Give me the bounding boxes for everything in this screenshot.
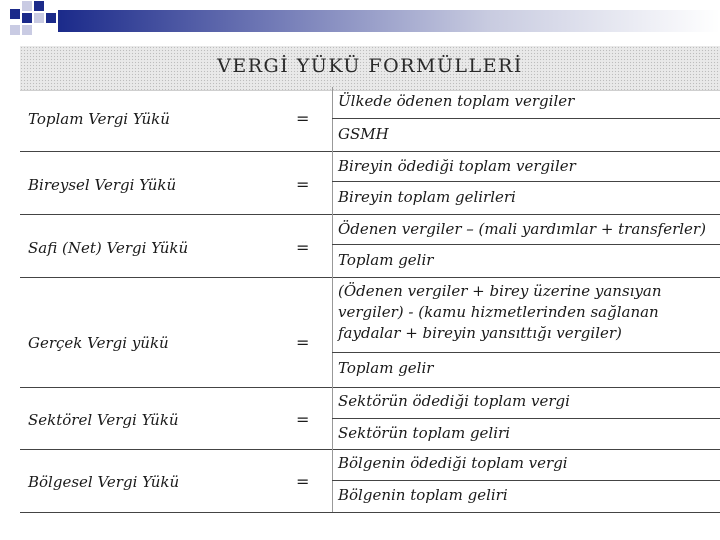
title-band xyxy=(20,46,720,91)
formula-row-regional xyxy=(20,449,720,512)
column-divider xyxy=(332,277,333,387)
formula-label: Bölgesel Vergi Yükü xyxy=(28,473,180,491)
formula-numerator: Bölgenin ödediği toplam vergi xyxy=(338,454,568,472)
formula-row-total xyxy=(20,87,720,151)
column-divider xyxy=(332,214,333,277)
formula-label: Sektörel Vergi Yükü xyxy=(28,411,179,429)
fraction-line xyxy=(332,118,720,119)
square-3 xyxy=(34,1,44,11)
formula-numerator: Sektörün ödediği toplam vergi xyxy=(338,392,570,410)
fraction-line xyxy=(332,480,720,481)
formula-label: Gerçek Vergi yükü xyxy=(28,334,169,352)
square-2 xyxy=(22,1,32,11)
formula-label: Toplam Vergi Yükü xyxy=(28,110,170,128)
formula-row-sectoral xyxy=(20,387,720,449)
equals-sign: = xyxy=(296,109,310,128)
formula-label: Safi (Net) Vergi Yükü xyxy=(28,239,189,257)
fraction-line xyxy=(332,352,720,353)
formula-numerator: Ödenen vergiler – (mali yardımlar + transferler) xyxy=(338,220,706,238)
equals-sign: = xyxy=(296,238,310,257)
formula-numerator: Ülkede ödenen toplam vergiler xyxy=(338,92,575,110)
column-divider xyxy=(332,87,333,151)
formula-denominator: Toplam gelir xyxy=(338,359,434,377)
formula-row-net xyxy=(20,214,720,277)
formula-denominator: Toplam gelir xyxy=(338,251,434,269)
formula-row-real xyxy=(20,277,720,387)
formula-denominator: Bölgenin toplam geliri xyxy=(338,486,508,504)
formula-numerator: Bireyin ödediği toplam vergiler xyxy=(338,157,576,175)
fraction-line xyxy=(332,244,720,245)
formula-denominator: Bireyin toplam gelirleri xyxy=(338,188,516,206)
fraction-line xyxy=(332,418,720,419)
page-title: VERGİ YÜKÜ FORMÜLLERİ xyxy=(217,55,523,77)
fraction-line xyxy=(332,181,720,182)
square-7 xyxy=(22,25,32,35)
equals-sign: = xyxy=(296,410,310,429)
row-separator xyxy=(20,512,720,513)
formula-row-individual xyxy=(20,151,720,214)
formula-denominator: Sektörün toplam geliri xyxy=(338,424,510,442)
square-4 xyxy=(22,13,32,23)
header-decoration xyxy=(0,0,720,40)
square-6 xyxy=(46,13,56,23)
equals-sign: = xyxy=(296,333,310,352)
formula-denominator: GSMH xyxy=(338,125,389,143)
formula-label: Bireysel Vergi Yükü xyxy=(28,176,177,194)
equals-sign: = xyxy=(296,472,310,491)
square-8 xyxy=(10,25,20,35)
square-5 xyxy=(34,13,44,23)
square-1 xyxy=(10,9,20,19)
equals-sign: = xyxy=(296,175,310,194)
header-gradient-bar xyxy=(58,10,720,32)
column-divider xyxy=(332,151,333,214)
formula-numerator: (Ödenen vergiler + birey üzerine yansıyan vergiler) - (kamu hizmetlerinden sağlanan faydalar + bireyin yansıttığı vergiler) xyxy=(338,282,662,342)
